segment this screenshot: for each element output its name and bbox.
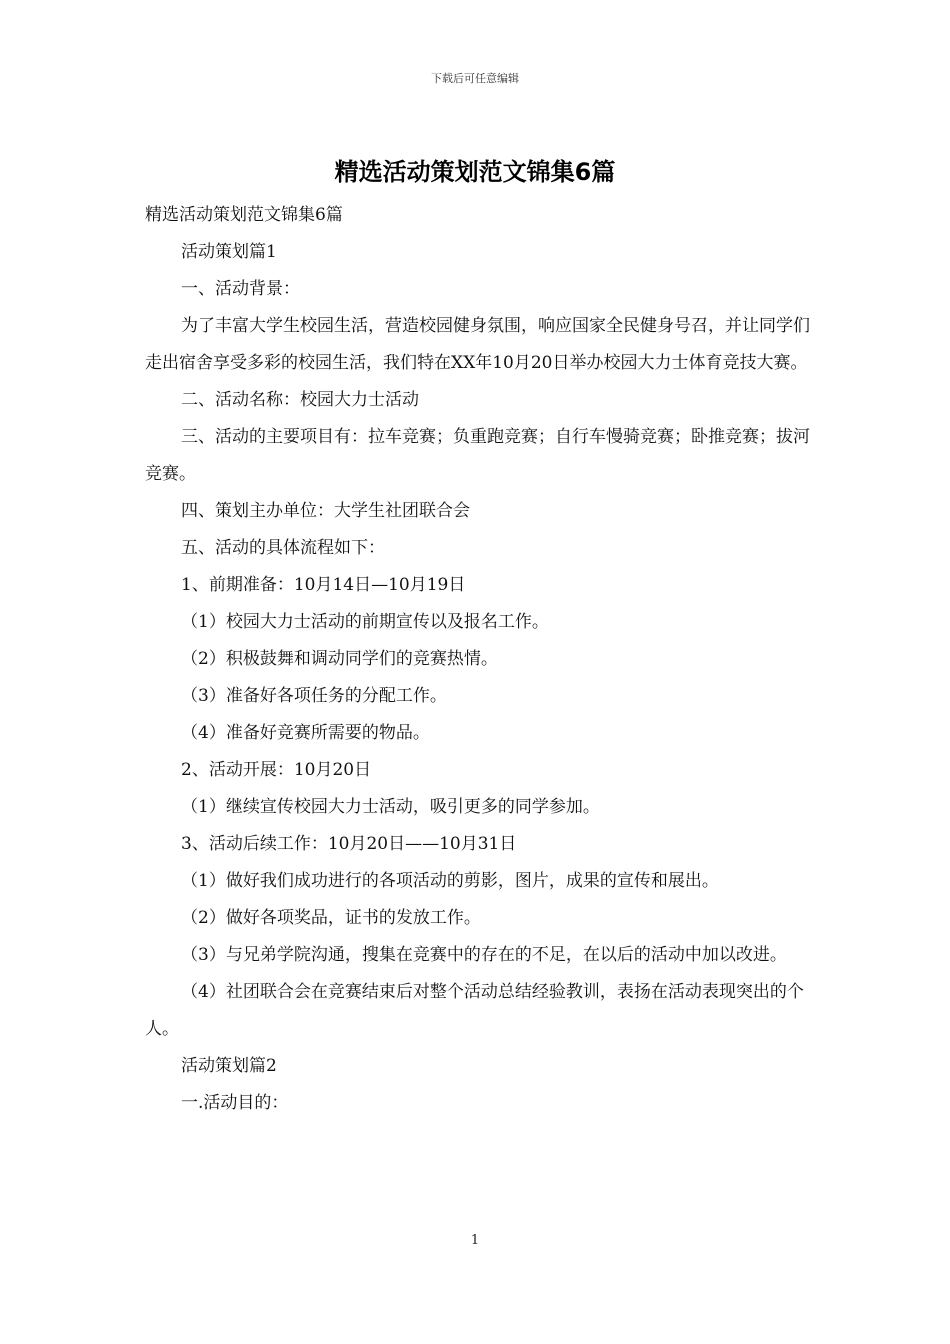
paragraph: 3、活动后续工作：10月20日——10月31日 [181, 834, 517, 854]
paragraph: 三、活动的主要项目有：拉车竞赛；负重跑竞赛；自行车慢骑竞赛；卧推竞赛；拔河竞赛。 [145, 427, 810, 484]
list-item: （1）做好我们成功进行的各项活动的剪影，图片，成果的宣传和展出。 [181, 871, 719, 891]
paragraph: 二、活动名称：校园大力士活动 [181, 390, 419, 410]
document-title: 精选活动策划范文锦集6篇 [334, 158, 616, 186]
paragraph: 为了丰富大学生校园生活，营造校园健身氛围，响应国家全民健身号召，并让同学们走出宿舍享受多彩的校园生活，我们特在XX年10月20日举办校园大力士体育竞技大赛。 [145, 316, 810, 373]
subtitle-line: 精选活动策划范文锦集6篇 [145, 205, 343, 225]
paragraph: 一、活动背景： [181, 279, 300, 299]
paragraph: 五、活动的具体流程如下： [181, 538, 385, 558]
list-item: （2）积极鼓舞和调动同学们的竞赛热情。 [181, 649, 498, 669]
page-number: 1 [470, 1233, 480, 1248]
section-heading: 活动策划篇1 [181, 242, 277, 262]
list-item: （4）社团联合会在竞赛结束后对整个活动总结经验教训，表扬在活动表现突出的个人。 [145, 982, 804, 1039]
section-heading: 活动策划篇2 [181, 1056, 277, 1076]
list-item: （4）准备好竞赛所需要的物品。 [181, 723, 430, 743]
list-item: （2）做好各项奖品，证书的发放工作。 [181, 908, 481, 928]
paragraph: 2、活动开展：10月20日 [181, 760, 372, 780]
paragraph: 1、前期准备：10月14日—10月19日 [181, 575, 466, 595]
list-item: （1）继续宣传校园大力士活动，吸引更多的同学参加。 [181, 797, 600, 817]
list-item: （3）准备好各项任务的分配工作。 [181, 686, 447, 706]
list-item: （3）与兄弟学院沟通，搜集在竞赛中的存在的不足，在以后的活动中加以改进。 [181, 945, 787, 965]
paragraph: 四、策划主办单位：大学生社团联合会 [181, 501, 470, 521]
document-body [145, 197, 810, 1122]
paragraph: 一.活动目的： [181, 1093, 289, 1113]
header-note: 下载后可任意编辑 [431, 72, 519, 85]
list-item: （1）校园大力士活动的前期宣传以及报名工作。 [181, 612, 549, 632]
